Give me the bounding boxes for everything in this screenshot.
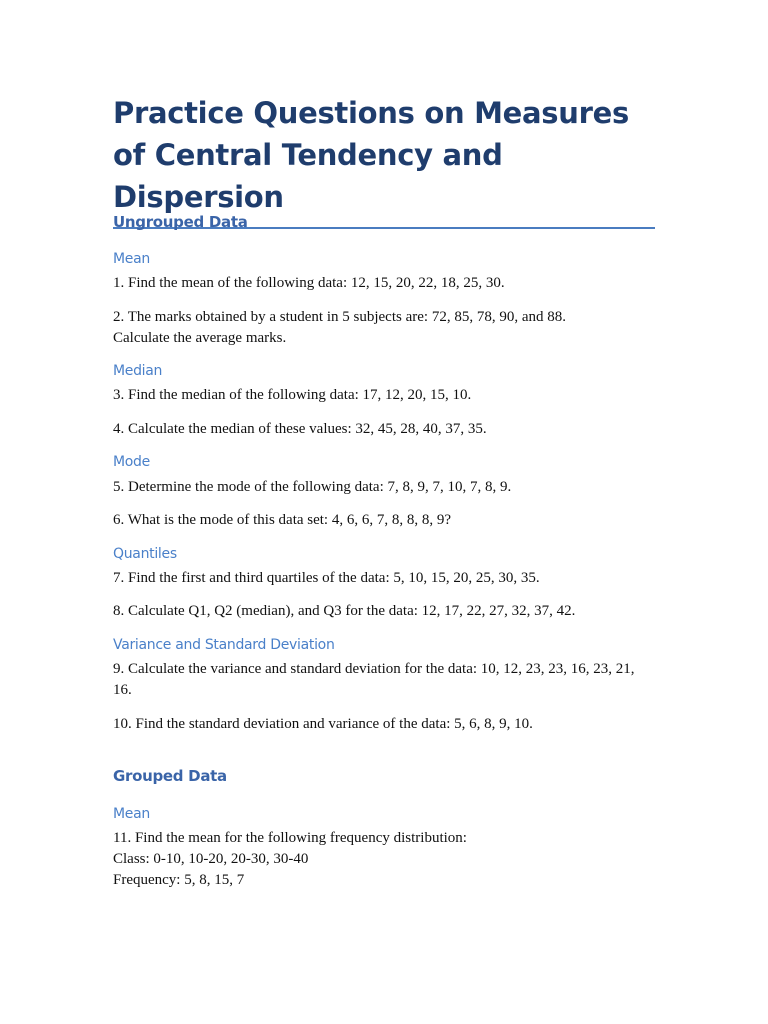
question-text: 6. What is the mode of this data set: 4, 6, 6, 7, 8, 8, 8, 9? xyxy=(113,512,452,528)
subheading-mean xyxy=(113,251,655,267)
question-frequency-line: Frequency: 5, 8, 15, 7 xyxy=(113,872,245,888)
question-class-line: Class: 0-10, 10-20, 20-30, 30-40 xyxy=(113,851,309,867)
subheading-text: Mean xyxy=(113,806,150,822)
question-text: 1. Find the mean of the following data: 12, 15, 20, 22, 18, 25, 30. xyxy=(113,275,505,291)
subheading-text: Mode xyxy=(113,454,150,470)
section-heading-text: Ungrouped Data xyxy=(113,213,248,231)
subheading-grouped-mean xyxy=(113,806,655,822)
section-heading-ungrouped xyxy=(113,213,655,231)
subheading-median xyxy=(113,363,655,379)
question-9 xyxy=(113,659,653,701)
question-text: 8. Calculate Q1, Q2 (median), and Q3 for the data: 12, 17, 22, 27, 32, 37, 42. xyxy=(113,603,576,619)
subheading-text: Median xyxy=(113,363,163,379)
question-2 xyxy=(113,307,613,349)
document-page xyxy=(113,92,655,229)
question-5 xyxy=(113,477,655,498)
question-10 xyxy=(113,714,655,735)
subheading-text: Quantiles xyxy=(113,546,177,562)
question-11 xyxy=(113,828,655,891)
question-text: 7. Find the first and third quartiles of the data: 5, 10, 15, 20, 25, 30, 35. xyxy=(113,570,540,586)
question-text: 10. Find the standard deviation and variance of the data: 5, 6, 8, 9, 10. xyxy=(113,716,533,732)
question-8 xyxy=(113,601,655,622)
subheading-mode xyxy=(113,454,655,470)
subheading-text: Mean xyxy=(113,251,150,267)
subheading-text: Variance and Standard Deviation xyxy=(113,637,335,653)
question-text: 2. The marks obtained by a student in 5 subjects are: 72, 85, 78, 90, and 88. Calculate the average marks. xyxy=(113,309,566,346)
question-text: 5. Determine the mode of the following data: 7, 8, 9, 7, 10, 7, 8, 9. xyxy=(113,479,512,495)
subheading-quantiles xyxy=(113,546,655,562)
section-heading-text: Grouped Data xyxy=(113,767,227,785)
subheading-variance xyxy=(113,637,655,653)
page-title: Practice Questions on Measures of Central Tendency and Dispersion xyxy=(113,92,655,229)
question-text: 4. Calculate the median of these values: 32, 45, 28, 40, 37, 35. xyxy=(113,421,487,437)
question-6 xyxy=(113,510,655,531)
question-7 xyxy=(113,568,655,589)
question-text: 11. Find the mean for the following frequency distribution: xyxy=(113,830,467,846)
question-4 xyxy=(113,419,655,440)
question-text: 3. Find the median of the following data: 17, 12, 20, 15, 10. xyxy=(113,387,472,403)
section-heading-grouped xyxy=(113,767,655,785)
question-1 xyxy=(113,273,655,294)
question-text: 9. Calculate the variance and standard deviation for the data: 10, 12, 23, 23, 16, 23, 21, 16. xyxy=(113,661,635,698)
question-3 xyxy=(113,385,655,406)
